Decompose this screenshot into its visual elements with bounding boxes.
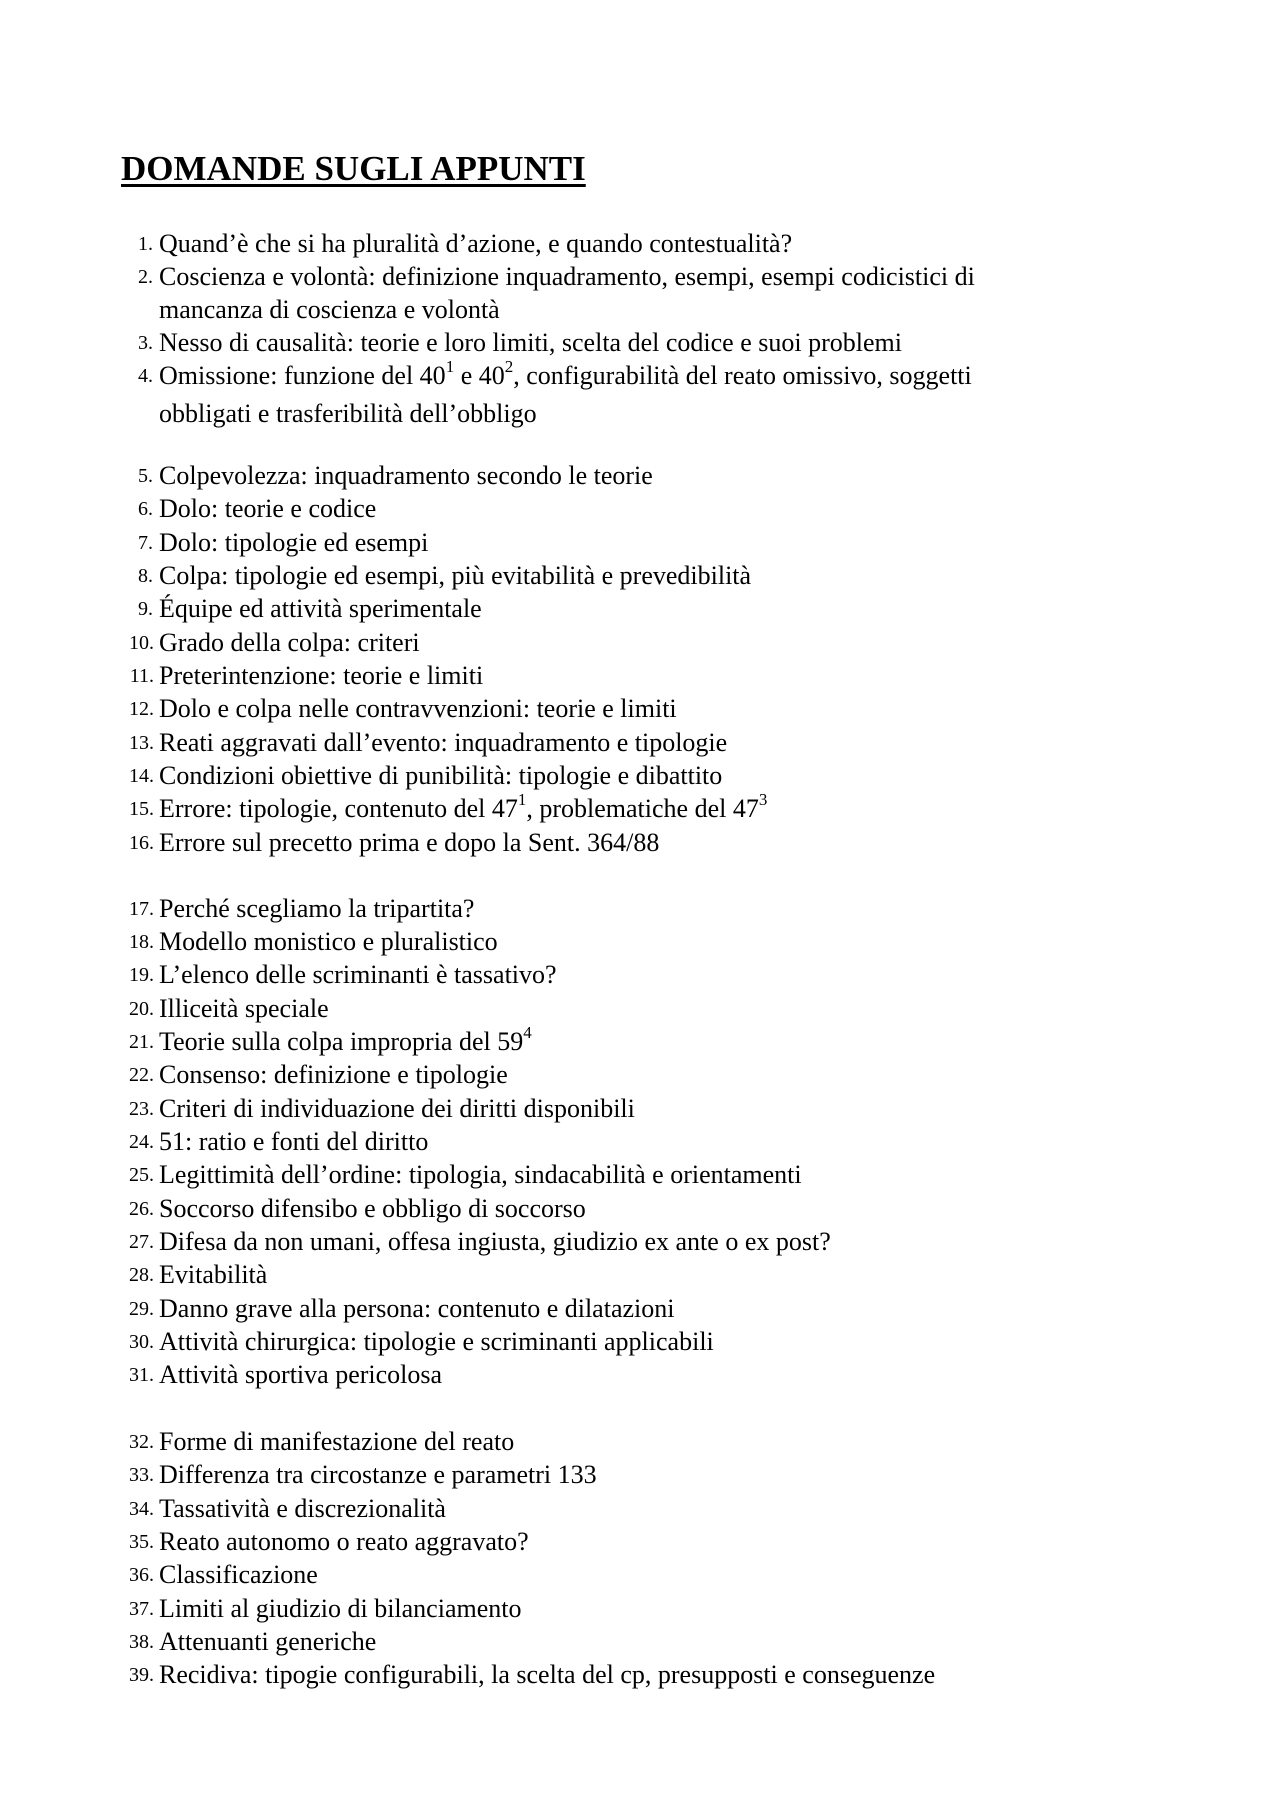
text-segment: Omissione: funzione del 40 — [159, 361, 446, 390]
list-item-number: 34. — [129, 1498, 154, 1520]
list-item-line: Limiti al giudizio di bilanciamento — [159, 1594, 522, 1623]
list-item-line: Quand’è che si ha pluralità d’azione, e quando contestualità? — [159, 229, 793, 258]
list-item-text — [159, 359, 1119, 430]
list-item-text — [159, 1525, 1119, 1558]
list-item-text — [159, 1558, 1119, 1591]
list-item-line: Soccorso difensibo e obbligo di soccorso — [159, 1194, 586, 1223]
superscript-ref: 1 — [445, 357, 455, 377]
list-item-line: Recidiva: tipogie configurabili, la scelta del cp, presupposti e conseguenze — [159, 1660, 936, 1689]
text-segment: , problematiche del 47 — [526, 794, 759, 823]
list-item-line: Reati aggravati dall’evento: inquadramento e tipologie — [159, 728, 728, 757]
list-item-line: Condizioni obiettive di punibilità: tipologie e dibattito — [159, 761, 723, 790]
list-item-number: 23. — [129, 1098, 154, 1120]
list-item-number: 29. — [129, 1298, 154, 1320]
list-item-number: 30. — [129, 1331, 154, 1353]
list-item-number: 6. — [138, 498, 153, 520]
list-item-line: Colpevolezza: inquadramento secondo le teorie — [159, 461, 653, 490]
list-item-line: L’elenco delle scriminanti è tassativo? — [159, 960, 557, 989]
list-item-number: 4. — [138, 365, 153, 387]
list-item-line: Criteri di individuazione dei diritti disponibili — [159, 1094, 635, 1123]
list-item-line — [159, 359, 1119, 392]
list-item-line: Attività sportiva pericolosa — [159, 1360, 443, 1389]
list-item-text — [159, 1458, 1119, 1491]
list-item-number: 11. — [129, 665, 154, 687]
superscript-ref: 3 — [758, 790, 768, 810]
list-item-text — [159, 659, 1119, 692]
list-item-line: Nesso di causalità: teorie e loro limiti, scelta del codice e suoi problemi — [159, 328, 902, 357]
list-item-text — [159, 826, 1119, 859]
list-item-number: 24. — [129, 1131, 154, 1153]
list-item-line: Grado della colpa: criteri — [159, 628, 420, 657]
list-item-number: 31. — [129, 1364, 154, 1386]
list-item-line: Modello monistico e pluralistico — [159, 927, 498, 956]
list-item-line: Colpa: tipologie ed esempi, più evitabilità e prevedibilità — [159, 561, 752, 590]
list-item-text — [159, 1158, 1119, 1191]
list-item-number: 3. — [138, 332, 153, 354]
list-item-text — [159, 1292, 1119, 1325]
list-item-line: Legittimità dell’ordine: tipologia, sindacabilità e orientamenti — [159, 1160, 802, 1189]
list-item-line: Difesa da non umani, offesa ingiusta, giudizio ex ante o ex post? — [159, 1227, 831, 1256]
list-item-number: 1. — [138, 233, 153, 255]
list-item-number: 14. — [129, 765, 154, 787]
list-item-number: 36. — [129, 1564, 154, 1586]
list-item-number: 5. — [138, 465, 153, 487]
list-item-number: 7. — [138, 532, 153, 554]
list-item-line: obbligati e trasferibilità dell’obbligo — [159, 399, 537, 428]
list-item-line: Dolo e colpa nelle contravvenzioni: teorie e limiti — [159, 694, 677, 723]
list-item-number: 19. — [129, 964, 154, 986]
list-item-text — [159, 626, 1119, 659]
list-item-text — [159, 326, 1119, 359]
list-item-text — [159, 1358, 1119, 1391]
list-item-number: 15. — [129, 798, 154, 820]
list-item-number: 37. — [129, 1598, 154, 1620]
text-segment: e 40 — [454, 361, 505, 390]
list-item-line: 51: ratio e fonti del diritto — [159, 1127, 429, 1156]
list-item-text — [159, 792, 1119, 825]
text-segment: , configurabilità del reato omissivo, soggetti — [513, 361, 972, 390]
list-item-text — [159, 759, 1119, 792]
list-item-text — [159, 992, 1119, 1025]
list-item-line: Dolo: tipologie ed esempi — [159, 528, 429, 557]
list-item-text — [159, 726, 1119, 759]
list-item-number: 38. — [129, 1631, 154, 1653]
list-item-line: Preterintenzione: teorie e limiti — [159, 661, 484, 690]
list-item-number: 21. — [129, 1031, 154, 1053]
list-item-line: Differenza tra circostanze e parametri 133 — [159, 1460, 597, 1489]
list-item-text — [159, 925, 1119, 958]
list-item-number: 16. — [129, 832, 154, 854]
list-item-number: 17. — [129, 898, 154, 920]
list-item-text — [159, 1058, 1119, 1091]
list-item-text — [159, 958, 1119, 991]
list-item-line: Attività chirurgica: tipologie e scriminanti applicabili — [159, 1327, 714, 1356]
list-item-text — [159, 526, 1119, 559]
list-item-number: 22. — [129, 1064, 154, 1086]
list-item-number: 25. — [129, 1164, 154, 1186]
list-item-number: 32. — [129, 1431, 154, 1453]
list-item-line: Forme di manifestazione del reato — [159, 1427, 515, 1456]
list-item-number: 33. — [129, 1464, 154, 1486]
list-item-text — [159, 260, 1119, 326]
list-item-line: Evitabilità — [159, 1260, 268, 1289]
list-item-text — [159, 559, 1119, 592]
list-item-line: Danno grave alla persona: contenuto e dilatazioni — [159, 1294, 675, 1323]
list-item-text — [159, 459, 1119, 492]
list-item-number: 12. — [129, 698, 154, 720]
list-item-line: Reato autonomo o reato aggravato? — [159, 1527, 529, 1556]
list-item-line: Attenuanti generiche — [159, 1627, 377, 1656]
list-item-number: 10. — [129, 632, 154, 654]
list-item-text — [159, 227, 1119, 260]
list-item-number: 20. — [129, 998, 154, 1020]
superscript-ref: 1 — [517, 790, 527, 810]
list-item-line — [159, 1025, 1119, 1058]
list-item-line: Coscienza e volontà: definizione inquadramento, esempi, esempi codicistici di — [159, 262, 975, 291]
list-item-line: Consenso: definizione e tipologie — [159, 1060, 508, 1089]
list-item-number: 18. — [129, 931, 154, 953]
list-item-line: Illiceità speciale — [159, 994, 329, 1023]
list-item-line: Perché scegliamo la tripartita? — [159, 894, 475, 923]
text-segment: Teorie sulla colpa impropria del 59 — [159, 1027, 524, 1056]
list-item-number: 26. — [129, 1198, 154, 1220]
superscript-ref: 2 — [504, 357, 514, 377]
list-item-number: 2. — [138, 266, 153, 288]
list-item-line: Équipe ed attività sperimentale — [159, 594, 482, 623]
text-segment: Errore: tipologie, contenuto del 47 — [159, 794, 518, 823]
list-item-text — [159, 1658, 1119, 1691]
list-item-number: 27. — [129, 1231, 154, 1253]
list-item-number: 8. — [138, 565, 153, 587]
list-item-number: 39. — [129, 1664, 154, 1686]
list-item-number: 35. — [129, 1531, 154, 1553]
list-item-text — [159, 492, 1119, 525]
list-item-text — [159, 1492, 1119, 1525]
list-item-text — [159, 1425, 1119, 1458]
list-item-line: Classificazione — [159, 1560, 318, 1589]
list-item-text — [159, 1125, 1119, 1158]
list-item-text — [159, 1225, 1119, 1258]
list-item-text — [159, 892, 1119, 925]
list-item-text — [159, 1092, 1119, 1125]
list-item-line: mancanza di coscienza e volontà — [159, 295, 500, 324]
list-item-number: 28. — [129, 1264, 154, 1286]
list-item-line: Dolo: teorie e codice — [159, 494, 377, 523]
list-item-text — [159, 1592, 1119, 1625]
list-item-line: Errore sul precetto prima e dopo la Sent. 364/88 — [159, 828, 660, 857]
list-item-number: 9. — [138, 598, 153, 620]
list-item-text — [159, 692, 1119, 725]
list-item-text — [159, 1625, 1119, 1658]
list-item-text — [159, 1258, 1119, 1291]
list-item-text — [159, 1325, 1119, 1358]
list-item-number: 13. — [129, 732, 154, 754]
superscript-ref: 4 — [523, 1023, 532, 1043]
list-item-line — [159, 792, 1119, 825]
page-title: DOMANDE SUGLI APPUNTI — [121, 149, 586, 188]
list-item-text — [159, 1025, 1119, 1058]
list-item-line: Tassatività e discrezionalità — [159, 1494, 446, 1523]
list-item-text — [159, 1192, 1119, 1225]
list-item-text — [159, 592, 1119, 625]
